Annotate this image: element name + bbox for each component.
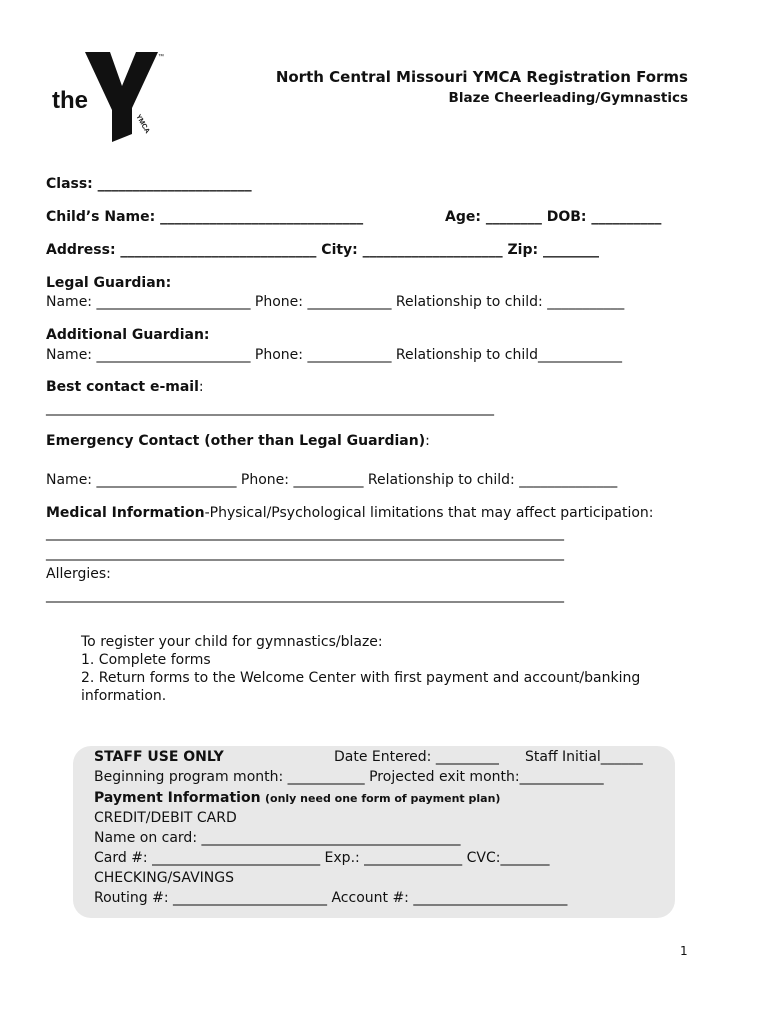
additional-guardian-field[interactable]: Name: ______________________ Phone: ____________ Relationship to child____________: [46, 347, 623, 363]
routing-account-field[interactable]: Routing #: ______________________ Account #: ______________________: [94, 890, 568, 906]
checking-savings-label: CHECKING/SAVINGS: [94, 870, 235, 886]
payment-note: (only need one form of payment plan): [265, 792, 501, 805]
additional-guardian-heading: Additional Guardian:: [46, 327, 210, 343]
logo-tm: ™: [158, 54, 164, 60]
medical-label: [46, 503, 654, 523]
staff-initial-field[interactable]: Staff Initial______: [525, 749, 643, 765]
child-name-field[interactable]: Child’s Name: _____________________________: [46, 209, 364, 225]
medical-heading: Medical Information: [46, 505, 205, 521]
emergency-heading: Emergency Contact (other than Legal Guardian): [46, 433, 426, 449]
credit-card-label: CREDIT/DEBIT CARD: [94, 810, 237, 826]
allergies-label: Allergies:: [46, 566, 111, 582]
allergies-field[interactable]: __________________________________________________________________________: [46, 587, 564, 603]
medical-field-2[interactable]: __________________________________________________________________________: [46, 545, 564, 561]
email-label: [46, 377, 204, 397]
payment-label: [94, 788, 500, 808]
page-number: 1: [680, 944, 688, 958]
program-months-field[interactable]: Beginning program month: ___________ Projected exit month:____________: [94, 769, 604, 785]
emergency-label: [46, 431, 430, 451]
age-dob-field[interactable]: Age: ________ DOB: __________: [445, 209, 662, 225]
page-subtitle: Blaze Cheerleading/Gymnastics: [448, 90, 688, 106]
email-field[interactable]: ________________________________________________________________: [46, 400, 494, 416]
page-title: North Central Missouri YMCA Registration Forms: [275, 68, 688, 86]
instructions-step-1: 1. Complete forms: [81, 652, 211, 668]
payment-heading: Payment Information: [94, 790, 261, 806]
legal-guardian-heading: Legal Guardian:: [46, 275, 172, 291]
email-heading: Best contact e-mail: [46, 379, 199, 395]
emergency-colon: :: [425, 433, 430, 449]
date-entered-field[interactable]: Date Entered: _________: [334, 749, 499, 765]
emergency-contact-field[interactable]: Name: ____________________ Phone: __________ Relationship to child: ______________: [46, 472, 618, 488]
instructions-intro: To register your child for gymnastics/blaze:: [81, 634, 383, 650]
staff-heading: STAFF USE ONLY: [94, 749, 224, 765]
logo-the-text: the: [52, 87, 88, 114]
instructions: [81, 633, 640, 705]
class-field[interactable]: Class: ______________________: [46, 176, 252, 192]
medical-text: -Physical/Psychological limitations that may affect participation:: [204, 505, 654, 521]
email-colon: :: [198, 379, 204, 395]
instructions-step-2-cont: information.: [81, 688, 167, 704]
name-on-card-field[interactable]: Name on card: _____________________________________: [94, 830, 461, 846]
medical-field-1[interactable]: __________________________________________________________________________: [46, 525, 564, 541]
address-field[interactable]: Address: ____________________________ City: ____________________ Zip: ________: [46, 242, 599, 258]
ymca-logo: [50, 50, 170, 142]
card-number-field[interactable]: Card #: ________________________ Exp.: ______________ CVC:_______: [94, 850, 550, 866]
instructions-step-2: 2. Return forms to the Welcome Center with first payment and account/banking: [81, 670, 641, 686]
legal-guardian-field[interactable]: Name: ______________________ Phone: ____________ Relationship to child: ___________: [46, 294, 625, 310]
logo-ymca-text: YMCA: [134, 113, 151, 135]
